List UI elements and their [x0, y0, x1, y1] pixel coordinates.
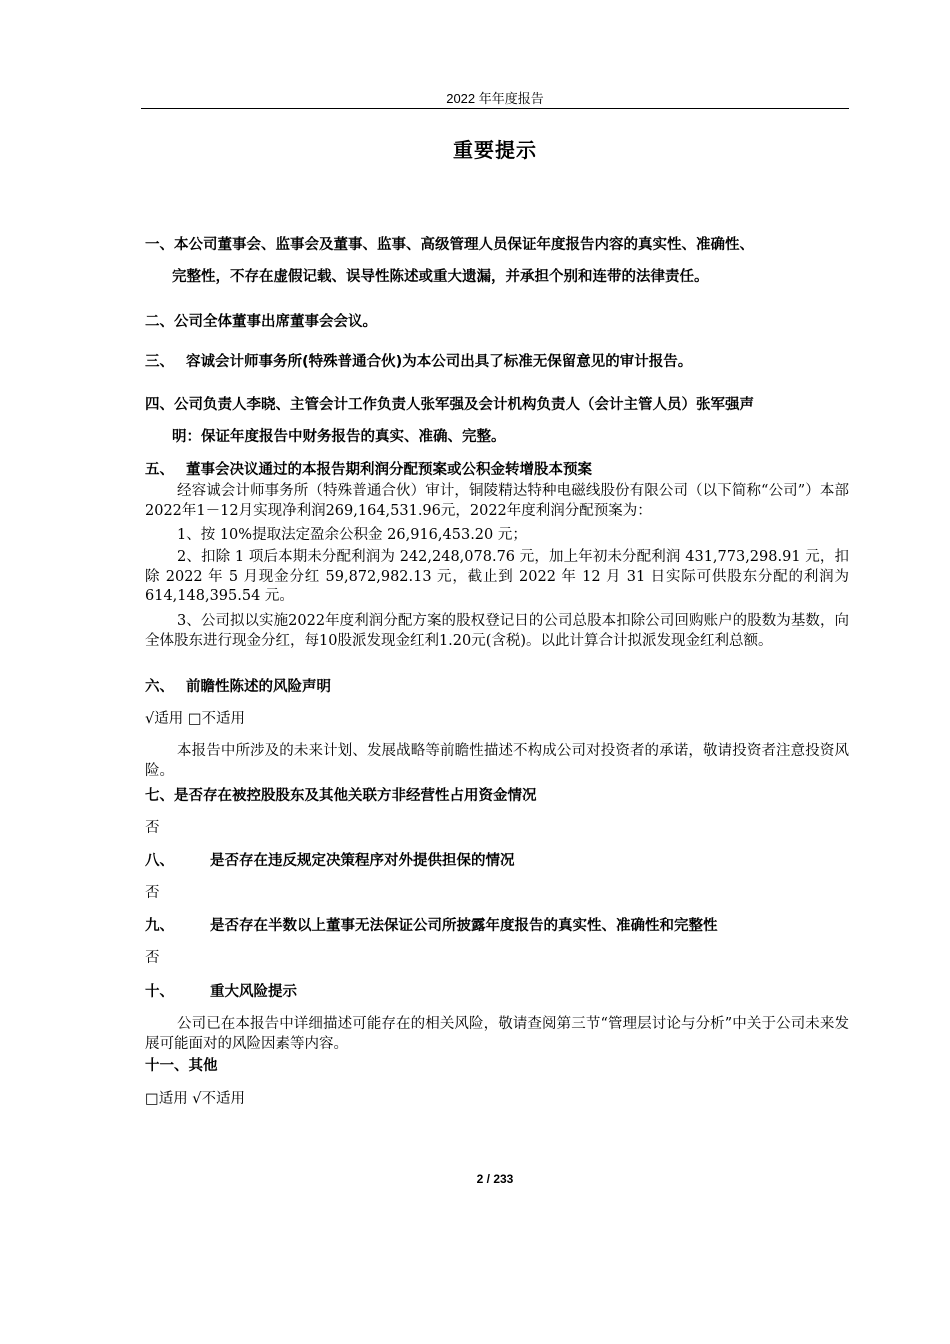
section-10-title: 重大风险提示 — [210, 984, 297, 1000]
section-9-heading — [145, 916, 718, 936]
section-8-number: 八、 — [145, 853, 174, 869]
section-3 — [145, 352, 692, 372]
section-9-answer: 否 — [145, 950, 160, 966]
section-10-number: 十、 — [145, 984, 174, 1000]
header-divider — [141, 108, 849, 109]
section-4-line-2: 明：保证年度报告中财务报告的真实、准确、完整。 — [172, 429, 506, 445]
section-5-item-2: 2、扣除 1 项后本期未分配利润为 242,248,078.76 元，加上年初未分配利润 431,773,298.91 元，扣除 2022 年 5 月现金分红 59,872,982.13 元，截止到 2022 年 12 月 31 日实际可供股东分配的利润为 614,148,395.54 元。 — [145, 549, 849, 604]
section-1-line-1: 一、本公司董事会、监事会及董事、监事、高级管理人员保证年度报告内容的真实性、准确性、 — [145, 237, 754, 253]
section-8-heading — [145, 851, 515, 871]
section-1-line-2: 完整性，不存在虚假记载、误导性陈述或重大遗漏，并承担个别和连带的法律责任。 — [172, 269, 709, 285]
section-7-heading: 七、是否存在被控股股东及其他关联方非经营性占用资金情况 — [145, 788, 537, 804]
section-6-applicable: √适用 □不适用 — [145, 711, 246, 727]
section-6-number: 六、 — [145, 679, 174, 695]
section-4-line-1: 四、公司负责人李晓、主管会计工作负责人张军强及会计机构负责人（会计主管人员）张军强声 — [145, 397, 754, 413]
section-5-item-1: 1、按 10%提取法定盈余公积金 26,916,453.20 元； — [177, 527, 527, 543]
section-3-text: 容诚会计师事务所(特殊普通合伙)为本公司出具了标准无保留意见的审计报告。 — [186, 354, 693, 370]
section-5-title: 董事会决议通过的本报告期利润分配预案或公积金转增股本预案 — [186, 462, 592, 478]
section-11-applicable: □适用 √不适用 — [145, 1091, 246, 1107]
section-8-title: 是否存在违反规定决策程序对外提供担保的情况 — [210, 853, 515, 869]
section-9-title: 是否存在半数以上董事无法保证公司所披露年度报告的真实性、准确性和完整性 — [210, 918, 718, 934]
section-10-paragraph: 公司已在本报告中详细描述可能存在的相关风险，敬请查阅第三节“管理层讨论与分析”中关于公司未来发展可能面对的风险因素等内容。 — [145, 1016, 849, 1052]
section-5-number: 五、 — [145, 462, 174, 478]
running-header: 2022 年年度报告 — [446, 91, 544, 106]
section-8-answer: 否 — [145, 885, 160, 901]
page-number: 2 / 233 — [476, 1172, 514, 1186]
section-9-number: 九、 — [145, 918, 174, 934]
section-5-item-3: 3、公司拟以实施2022年度利润分配方案的股权登记日的公司总股本扣除公司回购账户的股数为基数，向全体股东进行现金分红，每10股派发现金红利1.20元(含税)。以此计算合计拟派发现金红利总额。 — [145, 613, 849, 649]
section-5-paragraph-1: 经容诚会计师事务所（特殊普通合伙）审计，铜陵精达特种电磁线股份有限公司（以下简称“公司”）本部2022年1－12月实现净利润269,164,531.96元，2022年度利润分配预案为： — [145, 483, 849, 519]
section-6-heading — [145, 677, 331, 697]
section-11-heading: 十一、其他 — [145, 1058, 218, 1074]
section-7-answer: 否 — [145, 820, 160, 836]
section-6-paragraph: 本报告中所涉及的未来计划、发展战略等前瞻性描述不构成公司对投资者的承诺，敬请投资者注意投资风险。 — [145, 743, 849, 779]
section-5-heading — [145, 460, 592, 480]
section-10-heading — [145, 982, 297, 1002]
section-2: 二、公司全体董事出席董事会会议。 — [145, 314, 377, 330]
section-3-number: 三、 — [145, 354, 174, 370]
page-title: 重要提示 — [453, 138, 537, 162]
section-6-title: 前瞻性陈述的风险声明 — [186, 679, 331, 695]
